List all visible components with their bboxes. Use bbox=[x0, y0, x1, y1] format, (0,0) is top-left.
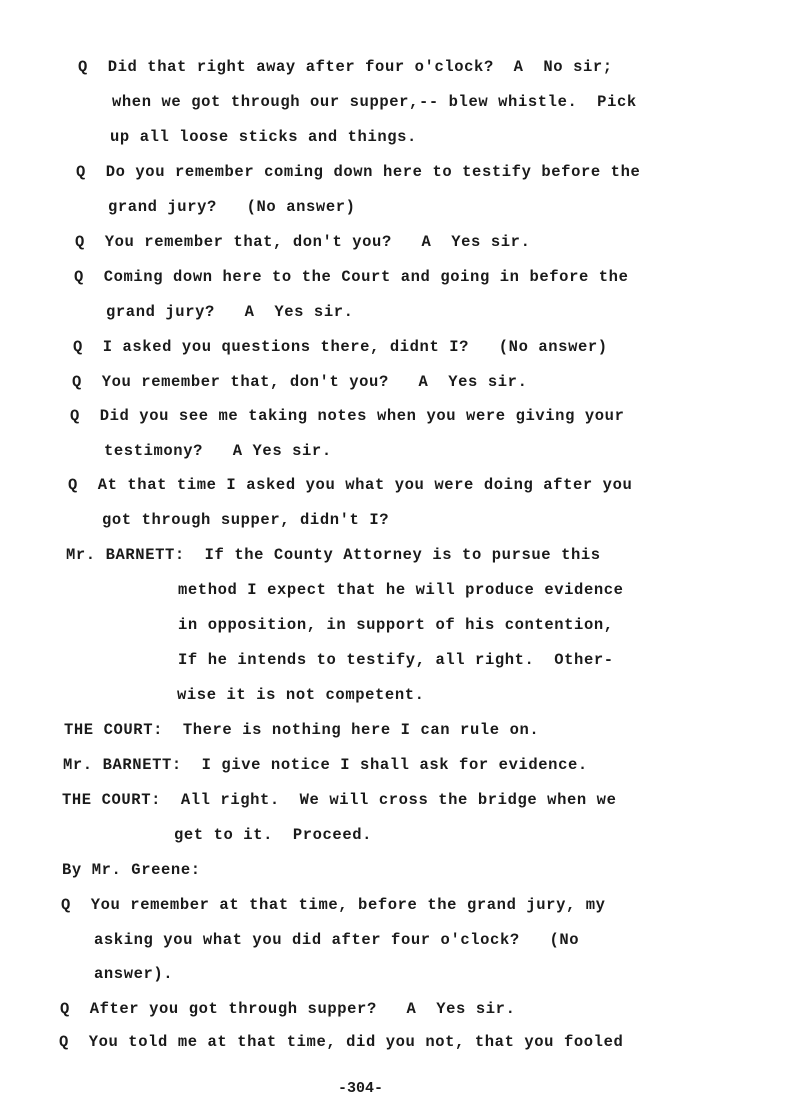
transcript-line: when we got through our supper,-- blew whistle. Pick bbox=[112, 93, 637, 111]
transcript-line: Q After you got through supper? A Yes sir. bbox=[60, 1000, 516, 1018]
transcript-line: grand jury? (No answer) bbox=[108, 198, 356, 216]
transcript-line: Q You told me at that time, did you not, that you fooled bbox=[59, 1033, 624, 1051]
page-number: -304- bbox=[338, 1080, 384, 1097]
speaker-line: THE COURT: There is nothing here I can rule on. bbox=[64, 721, 540, 739]
transcript-line: Q You remember at that time, before the grand jury, my bbox=[61, 896, 606, 914]
transcript-line: Q You remember that, don't you? A Yes sir. bbox=[72, 373, 528, 391]
transcript-line: Q Coming down here to the Court and going in before the bbox=[74, 268, 629, 286]
transcript-line: asking you what you did after four o'clock? (No bbox=[94, 931, 580, 949]
transcript-line: Q You remember that, don't you? A Yes sir. bbox=[75, 233, 531, 251]
transcript-line: up all loose sticks and things. bbox=[110, 128, 417, 146]
transcript-line: get to it. Proceed. bbox=[174, 826, 373, 844]
speaker-line: Mr. BARNETT: I give notice I shall ask for evidence. bbox=[63, 756, 588, 774]
transcript-line: If he intends to testify, all right. Other- bbox=[178, 651, 614, 669]
transcript-line: Q I asked you questions there, didnt I? (No answer) bbox=[73, 338, 608, 356]
transcript-line: in opposition, in support of his contention, bbox=[178, 616, 614, 634]
examiner-heading: By Mr. Greene: bbox=[62, 861, 201, 879]
transcript-line: grand jury? A Yes sir. bbox=[106, 303, 354, 321]
transcript-line: method I expect that he will produce evidence bbox=[178, 581, 624, 599]
speaker-line: Mr. BARNETT: If the County Attorney is to pursue this bbox=[66, 546, 601, 564]
transcript-line: testimony? A Yes sir. bbox=[104, 442, 332, 460]
transcript-line: Q Did you see me taking notes when you were giving your bbox=[70, 407, 625, 425]
transcript-line: got through supper, didn't I? bbox=[102, 511, 390, 529]
transcript-line: answer). bbox=[94, 965, 174, 983]
transcript-line: wise it is not competent. bbox=[177, 686, 425, 704]
speaker-line: THE COURT: All right. We will cross the bridge when we bbox=[62, 791, 617, 809]
transcript-line: Q At that time I asked you what you were doing after you bbox=[68, 476, 633, 494]
transcript-line: Q Did that right away after four o'clock? A No sir; bbox=[78, 58, 613, 76]
transcript-line: Q Do you remember coming down here to testify before the bbox=[76, 163, 641, 181]
